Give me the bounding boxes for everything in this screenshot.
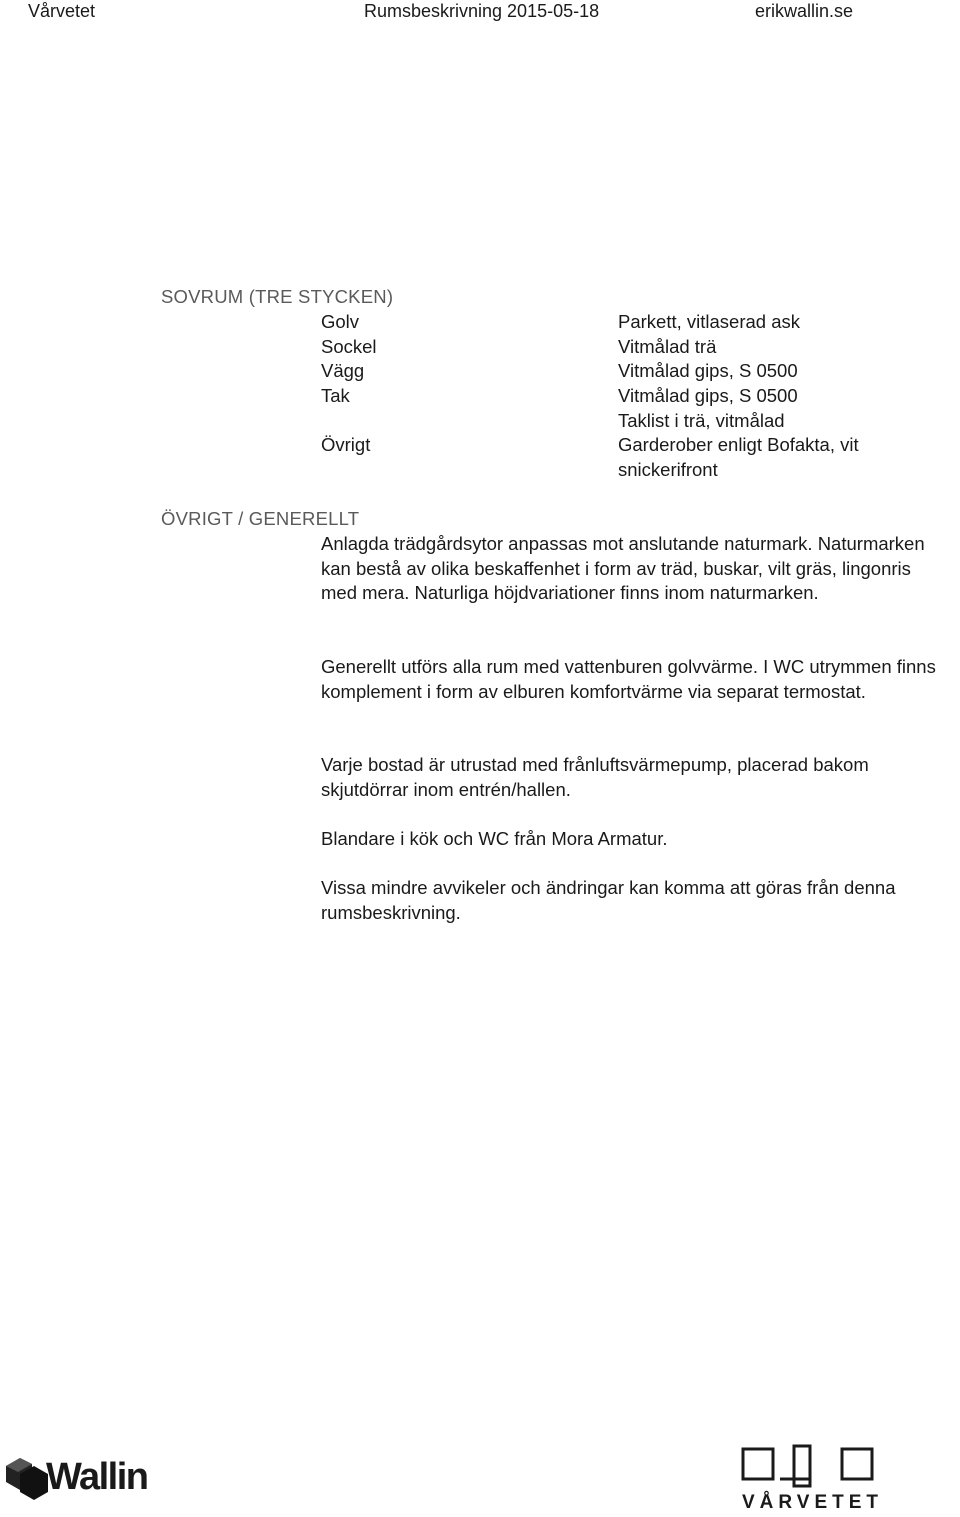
spec-value: Vitmålad gips, S 0500 bbox=[618, 385, 798, 406]
spec-value: snickerifront bbox=[618, 459, 718, 480]
header-website: erikwallin.se bbox=[755, 1, 854, 21]
spec-label: Övrigt bbox=[321, 434, 371, 455]
wallin-mark-icon bbox=[2, 1452, 50, 1502]
paragraph-varmepump: Varje bostad är utrustad med frånluftsvärmepump, placerad bakom skjutdörrar inom entrén/hallen. bbox=[321, 754, 869, 800]
spec-label: Tak bbox=[321, 385, 350, 406]
wallin-wordmark: Wallin bbox=[46, 1456, 148, 1498]
paragraph-naturmark: Anlagda trädgårdsytor anpassas mot anslutande naturmark. Naturmarken kan bestå av olika beskaffenhet i form av träd, buskar, vilt gräs, lingonris med mera. Naturliga höjdvariationer finns inom naturmarken. bbox=[321, 533, 925, 604]
varvetet-mark-icon bbox=[740, 1444, 880, 1490]
spec-value: Vitmålad trä bbox=[618, 336, 717, 357]
spec-label: Vägg bbox=[321, 360, 365, 381]
section-title-sovrum: SOVRUM (TRE STYCKEN) bbox=[161, 286, 394, 307]
header-document-title: Rumsbeskrivning 2015-05-18 bbox=[364, 1, 600, 21]
paragraph-golvvarme: Generellt utförs alla rum med vattenburen golvvärme. I WC utrymmen finns komplement i form av elburen komfortvärme via separat termostat. bbox=[321, 656, 936, 702]
paragraph-avvikelser: Vissa mindre avvikeler och ändringar kan komma att göras från denna rumsbeskrivning. bbox=[321, 877, 896, 923]
spec-value: Garderober enligt Bofakta, vit bbox=[618, 434, 859, 455]
paragraph-blandare: Blandare i kök och WC från Mora Armatur. bbox=[321, 828, 668, 849]
spec-label: Golv bbox=[321, 311, 360, 332]
varvetet-wordmark: VÅRVETET bbox=[742, 1492, 884, 1513]
spec-value: Vitmålad gips, S 0500 bbox=[618, 360, 798, 381]
page-header bbox=[0, 0, 960, 24]
varvetet-logo bbox=[740, 1444, 884, 1516]
spec-value: Parkett, vitlaserad ask bbox=[618, 311, 800, 332]
header-project-name: Vårvetet bbox=[28, 1, 96, 21]
section-title-ovrigt: ÖVRIGT / GENERELLT bbox=[161, 508, 360, 529]
wallin-logo bbox=[2, 1452, 162, 1504]
spec-label: Sockel bbox=[321, 336, 377, 357]
spec-value: Taklist i trä, vitmålad bbox=[618, 410, 785, 431]
